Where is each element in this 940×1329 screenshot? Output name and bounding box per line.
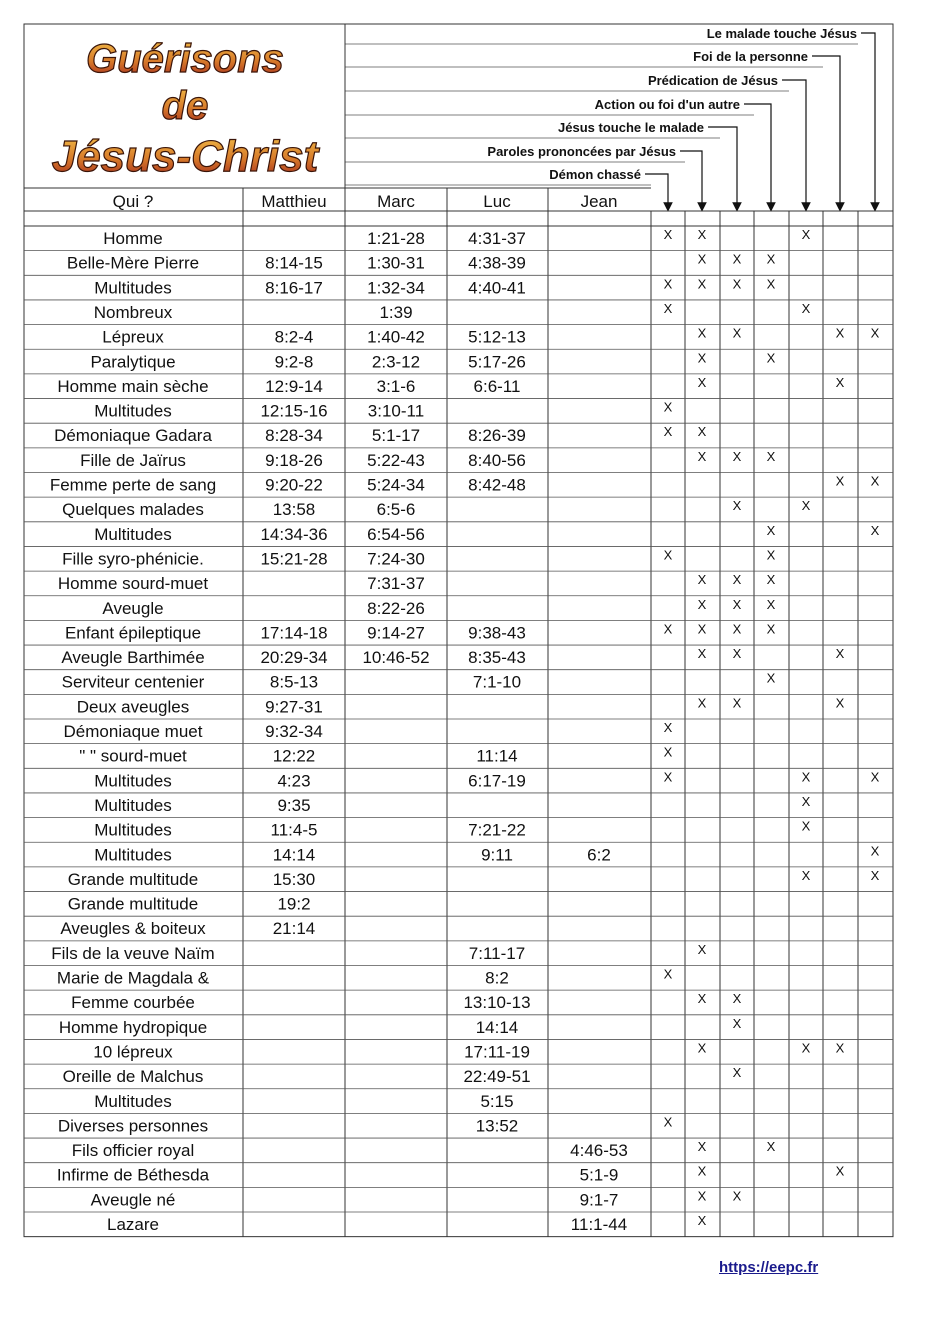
cell-luc: 8:26-39 (468, 426, 526, 446)
cell-qui: Lazare (107, 1215, 159, 1234)
cell-jean: 5:1-9 (579, 1165, 619, 1185)
cell-jean: 6:2 (587, 845, 611, 865)
cell-luc: 13:52 (475, 1116, 519, 1136)
cell-qui: Aveugles & boiteux (60, 919, 206, 939)
cell-jean: 4:46-53 (570, 1141, 628, 1161)
table-row (94, 819, 810, 840)
table-row (60, 919, 315, 938)
cell-matthieu: 13:58 (272, 500, 316, 520)
table-row (57, 375, 844, 396)
cell-mark: X (697, 596, 707, 612)
table-row (94, 769, 879, 790)
cell-mark: X (663, 300, 673, 316)
cell-luc: 6:6-11 (473, 376, 521, 396)
table-row (91, 1188, 742, 1209)
cell-matthieu: 20:29-34 (260, 648, 328, 668)
cell-marc: 1:32-34 (367, 278, 425, 298)
cell-matthieu: 11:4-5 (270, 820, 318, 840)
col-header-luc: Luc (483, 192, 511, 211)
table-row (102, 326, 879, 347)
cell-luc: 8:42-48 (468, 475, 526, 495)
cell-mark: X (732, 991, 742, 1007)
cell-marc: 5:22-43 (367, 450, 425, 470)
cell-luc: 7:1-10 (472, 672, 522, 692)
cell-qui: Fils officier royal (71, 1141, 195, 1161)
cell-mark: X (663, 276, 673, 292)
cell-mark: X (801, 818, 811, 834)
cell-qui: Oreille de Malchus (62, 1067, 204, 1087)
cell-qui: Infirme de Béthesda (56, 1165, 210, 1185)
table-row (54, 424, 707, 445)
cell-qui: Paralytique (90, 352, 176, 372)
cell-qui: Homme hydropique (58, 1017, 208, 1037)
cell-qui: Homme (103, 229, 163, 248)
cell-qui: Homme main sèche (57, 376, 209, 396)
cell-matthieu: 15:30 (272, 869, 316, 889)
cell-marc: 1:40-42 (367, 327, 425, 347)
cell-jean: 9:1-7 (579, 1190, 619, 1210)
cell-mark: X (766, 621, 776, 637)
cell-qui: Diverses personnes (57, 1116, 209, 1136)
table-row (94, 794, 810, 815)
table-row (57, 1164, 845, 1185)
cell-mark: X (697, 646, 707, 662)
cell-luc: 13:10-13 (463, 993, 531, 1013)
cell-luc: 6:17-19 (468, 771, 526, 791)
title-line-1: Guérisons (86, 37, 284, 81)
table-row (72, 1139, 776, 1160)
cell-jean: 11:1-44 (570, 1215, 628, 1234)
cell-mark: X (732, 498, 742, 514)
cell-qui: Nombreux (93, 302, 173, 322)
table-body (50, 227, 880, 1234)
cell-mark: X (663, 621, 673, 637)
table-row (103, 227, 810, 248)
criteria-arrow (708, 127, 737, 207)
cell-mark: X (697, 1040, 707, 1056)
cell-mark: X (766, 522, 776, 538)
cell-qui: Femme perte de sang (49, 475, 217, 495)
cell-mark: X (801, 793, 811, 809)
cell-matthieu: 8:28-34 (265, 426, 323, 446)
cell-mark: X (732, 646, 742, 662)
cell-qui: Fille syro-phénicie. (62, 549, 204, 569)
criteria-label: Démon chassé (549, 167, 641, 182)
cell-mark: X (835, 374, 845, 390)
cell-mark: X (697, 1139, 707, 1155)
cell-mark: X (835, 646, 845, 662)
cell-marc: 6:54-56 (367, 524, 425, 544)
cell-marc: 6:5-6 (376, 500, 416, 520)
cell-luc: 5:15 (480, 1091, 514, 1111)
criteria-label: Prédication de Jésus (647, 73, 778, 88)
title-block (52, 37, 321, 181)
cell-mark: X (697, 1163, 707, 1179)
cell-mark: X (697, 325, 707, 341)
cell-luc: 22:49-51 (463, 1067, 531, 1087)
table-row (65, 621, 776, 642)
cell-mark: X (801, 227, 811, 242)
criteria-arrow (744, 104, 771, 207)
cell-mark: X (801, 1040, 811, 1056)
cell-luc: 9:38-43 (468, 623, 526, 643)
cell-qui: Homme sourd-muet (57, 574, 209, 594)
cell-matthieu: 4:23 (277, 771, 311, 791)
cell-luc: 8:2 (485, 968, 509, 988)
cell-qui: Aveugle né (90, 1190, 176, 1210)
cell-luc: 4:40-41 (468, 278, 526, 298)
cell-mark: X (870, 843, 880, 859)
cell-mark: X (732, 276, 742, 292)
cell-mark: X (835, 695, 845, 711)
cell-qui: Femme courbée (71, 993, 195, 1013)
cell-mark: X (766, 276, 776, 292)
cell-mark: X (663, 424, 673, 440)
cell-qui: Aveugle Barthimée (61, 648, 205, 668)
cell-matthieu: 17:14-18 (260, 623, 328, 643)
cell-luc: 5:12-13 (468, 327, 526, 347)
cell-mark: X (663, 744, 673, 760)
cell-matthieu: 8:5-13 (269, 672, 319, 692)
table-row (90, 350, 775, 371)
cell-mark: X (697, 251, 707, 267)
table-row (58, 572, 776, 593)
cell-qui: 10 lépreux (93, 1042, 173, 1062)
cell-mark: X (663, 1114, 673, 1130)
cell-mark: X (697, 941, 707, 957)
column-headers (113, 192, 618, 211)
cell-marc: 10:46-52 (362, 648, 430, 668)
cell-matthieu: 12:22 (272, 746, 316, 766)
cell-qui: Grande multitude (67, 869, 199, 889)
table-row (94, 400, 672, 421)
cell-mark: X (870, 867, 880, 883)
table-row (64, 720, 673, 741)
cell-matthieu: 8:2-4 (274, 327, 314, 347)
cell-mark: X (697, 621, 707, 637)
cell-matthieu: 14:34-36 (260, 524, 328, 544)
cell-mark: X (766, 670, 776, 686)
cell-marc: 1:21-28 (367, 229, 425, 248)
cell-mark: X (697, 374, 707, 390)
cell-marc: 3:1-6 (376, 376, 416, 396)
cell-qui: Multitudes (94, 845, 172, 865)
cell-matthieu: 19:2 (277, 894, 311, 914)
cell-mark: X (732, 621, 742, 637)
table-row (62, 547, 776, 568)
cell-luc: 9:11 (481, 845, 513, 865)
cell-matthieu: 12:9-14 (265, 376, 323, 396)
table-row (59, 1016, 742, 1037)
cell-mark: X (766, 572, 776, 588)
table-row (51, 942, 706, 963)
cell-mark: X (732, 1015, 742, 1031)
col-header-matthieu: Matthieu (261, 192, 327, 211)
cell-marc: 5:24-34 (367, 475, 425, 495)
cell-matthieu: 9:32-34 (265, 722, 323, 741)
cell-mark: X (697, 424, 707, 440)
table-row (94, 276, 775, 297)
cell-mark: X (766, 1139, 776, 1155)
table-row (102, 597, 775, 618)
table-row (67, 252, 776, 273)
cell-marc: 7:31-37 (367, 574, 425, 594)
table-row (61, 646, 844, 667)
cell-mark: X (870, 769, 880, 785)
cell-qui: Démoniaque muet (63, 722, 203, 741)
cell-mark: X (870, 522, 880, 538)
cell-luc: 8:35-43 (468, 648, 526, 668)
cell-mark: X (766, 448, 776, 464)
cell-mark: X (663, 227, 673, 242)
criteria-arrow (812, 56, 840, 207)
cell-luc: 4:31-37 (468, 229, 526, 248)
cell-mark: X (732, 251, 742, 267)
cell-mark: X (801, 867, 811, 883)
table-row (80, 449, 776, 470)
cell-mark: X (697, 572, 707, 588)
cell-qui: Fille de Jaïrus (80, 450, 186, 470)
table-row (94, 301, 811, 322)
table-row (57, 967, 673, 988)
criteria-header (345, 26, 875, 207)
cell-qui: Multitudes (94, 524, 172, 544)
col-header-jean: Jean (580, 192, 618, 211)
table-row (94, 843, 879, 864)
cell-luc: 11:14 (476, 746, 518, 766)
footer-link[interactable]: https://eepc.fr (719, 1259, 819, 1276)
cell-mark: X (663, 547, 673, 563)
cell-qui: Multitudes (94, 795, 172, 815)
cell-mark: X (732, 1065, 742, 1081)
cell-mark: X (766, 596, 776, 612)
cell-mark: X (870, 473, 880, 489)
col-header-marc: Marc (377, 192, 415, 211)
criteria-arrow (861, 33, 875, 207)
cell-luc: 7:21-22 (468, 820, 526, 840)
cell-mark: X (766, 251, 776, 267)
cell-mark: X (663, 769, 673, 785)
cell-mark: X (732, 596, 742, 612)
cell-qui: Démoniaque Gadara (54, 426, 212, 446)
criteria-label: Foi de la personne (693, 49, 808, 64)
table-row (68, 895, 311, 914)
table-row (107, 1213, 707, 1234)
cell-marc: 1:39 (379, 302, 413, 322)
cell-luc: 8:40-56 (468, 450, 526, 470)
criteria-label: Paroles prononcées par Jésus (487, 144, 676, 159)
table-row (58, 1114, 673, 1135)
title-line-2: de (161, 84, 209, 128)
cell-matthieu: 9:18-26 (265, 450, 323, 470)
cell-qui: Belle-Mère Pierre (66, 253, 200, 273)
cell-mark: X (697, 227, 707, 242)
cell-mark: X (766, 547, 776, 563)
cell-matthieu: 14:14 (272, 845, 316, 865)
cell-marc: 5:1-17 (371, 426, 421, 446)
cell-qui: Multitudes (94, 820, 172, 840)
cell-luc: 17:11-19 (464, 1042, 530, 1062)
table-row (62, 671, 776, 692)
cell-qui: Multitudes (94, 771, 172, 791)
cell-matthieu: 9:35 (277, 795, 311, 815)
cell-mark: X (766, 350, 776, 366)
cell-marc: 8:22-26 (367, 598, 425, 618)
table-row (94, 523, 879, 544)
cell-mark: X (663, 399, 673, 415)
cell-qui: Multitudes (94, 1091, 172, 1111)
table-row (62, 498, 811, 519)
criteria-arrow (782, 80, 806, 207)
criteria-label: Jésus touche le malade (558, 120, 704, 135)
cell-mark: X (697, 1188, 707, 1204)
cell-matthieu: 15:21-28 (260, 549, 328, 569)
cell-mark: X (801, 300, 811, 316)
cell-qui: Enfant épileptique (64, 623, 202, 643)
cell-marc: 9:14-27 (367, 623, 425, 643)
criteria-arrow (645, 174, 668, 207)
table-row (77, 695, 845, 716)
cell-matthieu: 21:14 (272, 919, 316, 939)
table-row (93, 1040, 844, 1061)
cell-mark: X (697, 448, 707, 464)
cell-mark: X (663, 966, 673, 982)
cell-mark: X (835, 1163, 845, 1179)
cell-mark: X (835, 473, 845, 489)
cell-qui: Grande multitude (67, 894, 199, 914)
cell-marc: 7:24-30 (367, 549, 425, 569)
table-row (79, 745, 672, 766)
cell-qui: Serviteur centenier (61, 672, 205, 692)
cell-mark: X (801, 769, 811, 785)
cell-mark: X (732, 1188, 742, 1204)
cell-qui: Deux aveugles (76, 697, 190, 717)
cell-luc: 7:11-17 (468, 943, 526, 963)
cell-mark: X (732, 325, 742, 341)
cell-qui: " " sourd-muet (79, 746, 187, 766)
cell-mark: X (697, 695, 707, 711)
cell-matthieu: 12:15-16 (260, 401, 328, 421)
cell-qui: Marie de Magdala & (56, 968, 210, 988)
cell-mark: X (663, 720, 673, 735)
cell-luc: 5:17-26 (468, 352, 526, 372)
cell-qui: Multitudes (94, 278, 172, 298)
table-row (68, 868, 880, 889)
cell-qui: Fils de la veuve Naïm (51, 943, 215, 963)
cell-matthieu: 9:2-8 (274, 352, 314, 372)
table-row (71, 991, 742, 1012)
cell-matthieu: 8:16-17 (265, 278, 323, 298)
cell-qui: Lépreux (102, 327, 164, 347)
cell-mark: X (697, 991, 707, 1007)
cell-marc: 2:3-12 (371, 352, 421, 372)
cell-mark: X (870, 325, 880, 341)
cell-qui: Quelques malades (62, 500, 204, 520)
cell-luc: 14:14 (475, 1017, 519, 1037)
cell-mark: X (697, 276, 707, 292)
cell-matthieu: 8:14-15 (265, 253, 323, 273)
cell-mark: X (732, 695, 742, 711)
cell-mark: X (697, 350, 707, 366)
cell-mark: X (697, 1213, 707, 1228)
criteria-label: Le malade touche Jésus (706, 26, 857, 41)
cell-matthieu: 9:27-31 (265, 697, 323, 717)
cell-marc: 3:10-11 (367, 401, 425, 421)
title-line-3: Jésus-Christ (51, 132, 319, 181)
cell-marc: 1:30-31 (367, 253, 425, 273)
table-row (50, 474, 880, 495)
cell-mark: X (835, 1040, 845, 1056)
col-header-qui: Qui ? (112, 192, 154, 211)
cell-mark: X (801, 498, 811, 514)
cell-qui: Aveugle (102, 598, 164, 618)
cell-luc: 4:38-39 (468, 253, 526, 273)
cell-mark: X (835, 325, 845, 341)
criteria-label: Action ou foi d'un autre (594, 97, 740, 112)
cell-matthieu: 9:20-22 (265, 475, 323, 495)
criteria-arrow (680, 151, 702, 207)
table-row (63, 1065, 742, 1086)
cell-qui: Multitudes (94, 401, 172, 421)
cell-mark: X (732, 448, 742, 464)
cell-mark: X (732, 572, 742, 588)
table-row (94, 1092, 513, 1111)
